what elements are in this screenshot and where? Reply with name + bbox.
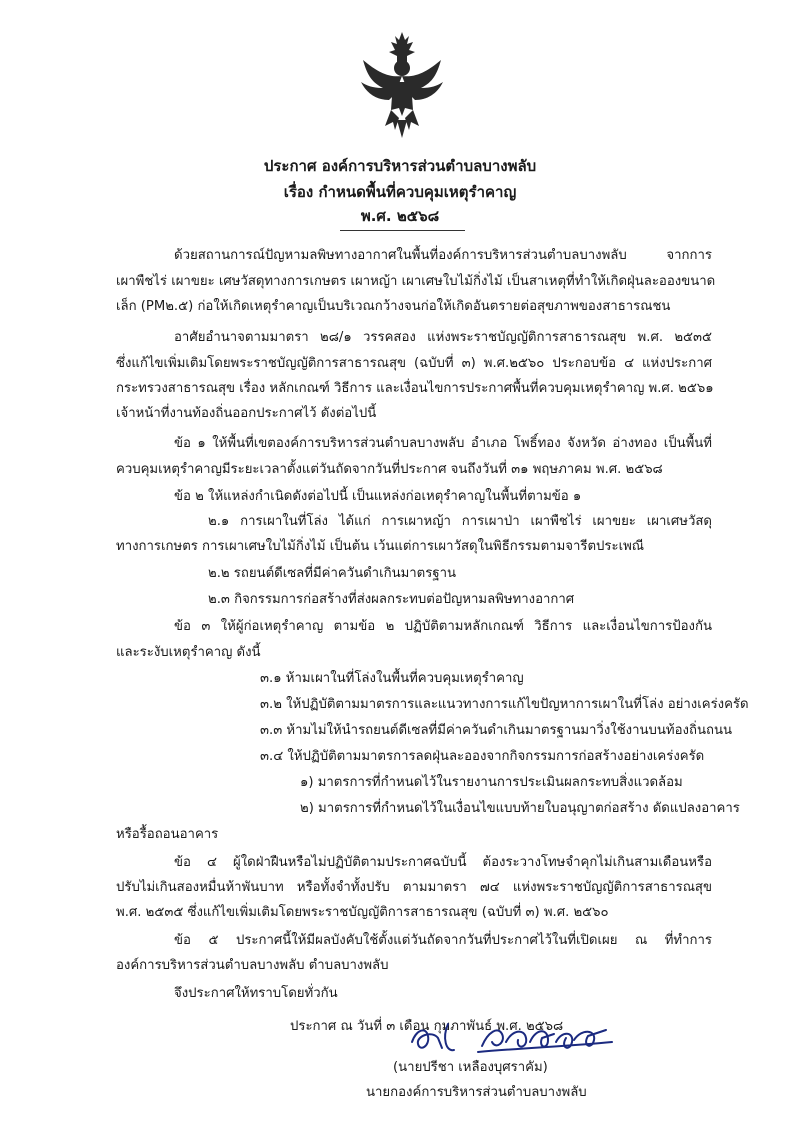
garuda-emblem-icon bbox=[357, 30, 447, 140]
paragraph-1-line-3: เล็ก (PM๒.๕) ก่อให้เกิดเหตุรำคาญเป็นบริเวณกว้างจนก่อให้เกิดอันตรายต่อสุขภาพของสาธารณชน bbox=[116, 299, 671, 314]
clause-1-line-2: ควบคุมเหตุรำคาญมีระยะเวลาตั้งแต่วันถัดจากวันที่ประกาศ จนถึงวันที่ ๓๑ พฤษภาคม พ.ศ. ๒๕๖๘ bbox=[116, 462, 663, 477]
clause-2-2: ๒.๒ รถยนต์ดีเซลที่มีค่าควันดำเกินมาตรฐาน bbox=[208, 566, 457, 581]
clause-3-4-item-2-line-2: หรือรื้อถอนอาคาร bbox=[116, 827, 219, 842]
paragraph-1-line-2: เผาพืชไร่ เผาขยะ เศษวัสดุทางการเกษตร เผาหญ้า เผาเศษใบไม้กิ่งไม้ เป็นสาเหตุที่ทำให้เกิดฝุ่นละอองขนาด bbox=[116, 274, 716, 289]
clause-3-4: ๓.๔ ให้ปฏิบัติตามมาตรการลดฝุ่นละอองจากกิจกรรมการก่อสร้างอย่างเคร่งครัด bbox=[260, 749, 705, 764]
announcement-date: ประกาศ ณ วันที่ ๓ เดือน กุมภาพันธ์ พ.ศ. ๒๕๖๘ bbox=[290, 1019, 564, 1034]
paragraph-2-line-3: กระทรวงสาธารณสุข เรื่อง หลักเกณฑ์ วิธีการ และเงื่อนไขการประกาศพื้นที่ควบคุมเหตุรำคาญ พ.ศ. ๒๕๖๑ bbox=[116, 381, 714, 396]
header-line-2: เรื่อง กำหนดพื้นที่ควบคุมเหตุรำคาญ bbox=[283, 183, 517, 201]
clause-3-line-1: ข้อ ๓ ให้ผู้ก่อเหตุรำคาญ ตามข้อ ๒ ปฏิบัติตามหลักเกณฑ์ วิธีการ และเงื่อนไขการป้องกัน bbox=[174, 619, 712, 634]
clause-3-2: ๓.๒ ให้ปฏิบัติตามมาตรการและแนวทางการแก้ไขปัญหาการเผาในที่โล่ง อย่างเคร่งครัด bbox=[260, 697, 749, 712]
clause-2-1-line-2: ทางการเกษตร การเผาเศษใบไม้กิ่งไม้ เป็นต้น เว้นแต่การเผาวัสดุในพิธีกรรมตามจารีตประเพณี bbox=[116, 539, 645, 554]
paragraph-1-line-1: ด้วยสถานการณ์ปัญหามลพิษทางอากาศในพื้นที่องค์การบริหารส่วนตำบลบางพลับ จากการ bbox=[174, 248, 712, 263]
clause-3-3: ๓.๓ ห้ามไม่ให้นำรถยนต์ดีเซลที่มีค่าควันดำเกินมาตรฐานมาวิ่งใช้งานบนท้องถิ่นถนน bbox=[260, 723, 732, 738]
clause-2-1-line-1: ๒.๑ การเผาในที่โล่ง ได้แก่ การเผาหญ้า การเผาป่า เผาพืชไร่ เผาขยะ เผาเศษวัสดุ bbox=[208, 514, 712, 529]
clause-4-line-3: พ.ศ. ๒๕๓๕ ซึ่งแก้ไขเพิ่มเติมโดยพระราชบัญญัติการสาธารณสุข (ฉบับที่ ๓) พ.ศ. ๒๕๖๐ bbox=[116, 905, 609, 920]
clause-5-line-1: ข้อ ๕ ประกาศนี้ให้มีผลบังคับใช้ตั้งแต่วันถัดจากวันที่ประกาศไว้ในที่เปิดเผย ณ ที่ทำการ bbox=[174, 933, 712, 948]
header-line-1: ประกาศ องค์การบริหารส่วนตำบลบางพลับ bbox=[263, 157, 537, 175]
signer-title: นายกองค์การบริหารส่วนตำบลบางพลับ bbox=[366, 1085, 587, 1100]
clause-4-line-2: ปรับไม่เกินสองหมื่นห้าพันบาท หรือทั้งจำทั้งปรับ ตามมาตรา ๗๔ แห่งพระราชบัญญัติการสาธารณสุข bbox=[116, 880, 712, 895]
closing-statement: จึงประกาศให้ทราบโดยทั่วกัน bbox=[174, 986, 338, 1001]
clause-3-4-item-1: ๑) มาตรการที่กำหนดไว้ในรายงานการประเมินผลกระทบสิ่งแวดล้อม bbox=[300, 775, 683, 790]
paragraph-2-line-2: ซึ่งแก้ไขเพิ่มเติมโดยพระราชบัญญัติการสาธารณสุข (ฉบับที่ ๓) พ.ศ.๒๕๖๐ ประกอบข้อ ๔ แห่งประกาศ bbox=[116, 356, 712, 371]
clause-5-line-2: องค์การบริหารส่วนตำบลบางพลับ ตำบลบางพลับ bbox=[116, 958, 389, 973]
header-divider bbox=[340, 230, 465, 231]
paragraph-2-line-4: เจ้าหน้าที่งานท้องถิ่นออกประกาศไว้ ดังต่อไปนี้ bbox=[116, 406, 377, 421]
signer-name: (นายปรีชา เหลืองบุศราคัม) bbox=[393, 1060, 548, 1075]
clause-1-line-1: ข้อ ๑ ให้พื้นที่เขตองค์การบริหารส่วนตำบลบางพลับ อำเภอ โพธิ์ทอง จังหวัด อ่างทอง เป็นพื้นที่ bbox=[174, 436, 712, 451]
clause-3-4-item-2-line-1: ๒) มาตรการที่กำหนดไว้ในเงื่อนไขแบบท้ายใบอนุญาตก่อสร้าง ดัดแปลงอาคาร bbox=[300, 801, 740, 816]
header-line-3: พ.ศ. ๒๕๖๘ bbox=[360, 207, 440, 225]
signature-icon bbox=[402, 1012, 622, 1062]
clause-2: ข้อ ๒ ให้แหล่งกำเนิดดังต่อไปนี้ เป็นแหล่งก่อเหตุรำคาญในพื้นที่ตามข้อ ๑ bbox=[174, 489, 582, 504]
clause-2-3: ๒.๓ กิจกรรมการก่อสร้างที่ส่งผลกระทบต่อปัญหามลพิษทางอากาศ bbox=[208, 592, 575, 607]
clause-3-1: ๓.๑ ห้ามเผาในที่โล่งในพื้นที่ควบคุมเหตุรำคาญ bbox=[260, 671, 524, 686]
clause-3-line-2: และระงับเหตุรำคาญ ดังนี้ bbox=[116, 645, 261, 660]
paragraph-2-line-1: อาศัยอำนาจตามมาตรา ๒๘/๑ วรรคสอง แห่งพระราชบัญญัติการสาธารณสุข พ.ศ. ๒๕๓๕ bbox=[174, 330, 712, 345]
clause-4-line-1: ข้อ ๔ ผู้ใดฝ่าฝืนหรือไม่ปฏิบัติตามประกาศฉบับนี้ ต้องระวางโทษจำคุกไม่เกินสามเดือนหรือ bbox=[174, 855, 712, 870]
